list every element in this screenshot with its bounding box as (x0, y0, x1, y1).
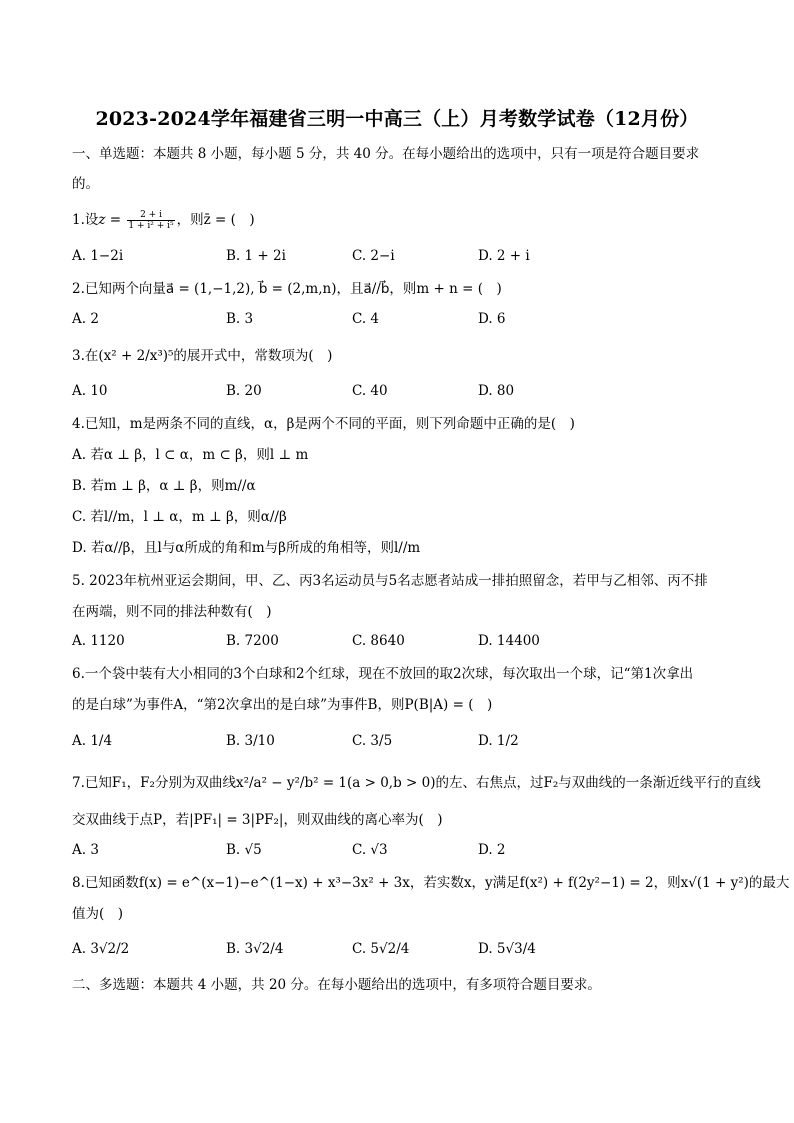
question-6-option-b[interactable]: B. 3/10 (226, 733, 275, 749)
question-4-stem: 4.已知l，m是两条不同的直线，α，β是两个不同的平面，则下列命题中正确的是( ) (72, 416, 575, 432)
question-1-option-b[interactable]: B. 1 + 2i (226, 248, 286, 264)
question-2-option-a[interactable]: A. 2 (72, 311, 99, 327)
question-6-stem-line2: 的是白球”为事件A，“第2次拿出的是白球”为事件B，则P(B|A) = ( ) (72, 697, 493, 713)
question-8-option-d[interactable]: D. 5√3/4 (478, 941, 536, 957)
hyperbola-equation: x²/a² − y²/b² = 1(a > 0,b > 0) (235, 775, 436, 791)
question-2-option-c[interactable]: C. 4 (352, 311, 380, 327)
question-5-options (72, 633, 732, 655)
question-4-option-b[interactable]: B. 若m ⊥ β，α ⊥ β，则m//α (72, 478, 256, 494)
question-7-option-d[interactable]: D. 2 (478, 842, 506, 858)
question-1-numerator: 2 + i (127, 210, 174, 221)
question-1-denominator: 1 + i² + i⁵ (128, 221, 174, 231)
question-1-options (72, 248, 732, 270)
question-5-stem-line2: 在两端，则不同的排法种数有( ) (72, 604, 272, 620)
question-7-stem-line2: 交双曲线于点P，若|PF₁| = 3|PF₂|，则双曲线的离心率为( ) (72, 812, 443, 828)
question-1-option-a[interactable]: A. 1−2i (72, 248, 124, 264)
question-2-stem: 2.已知两个向量a⃗ = (1,−1,2), b⃗ = (2,m,n)，且a⃗//b⃗，则m + n = ( ) (72, 281, 502, 297)
question-7-prefix: 7.已知F₁，F₂分别为双曲线 (72, 775, 236, 791)
question-3-option-d[interactable]: D. 80 (478, 383, 515, 399)
question-5-option-a[interactable]: A. 1120 (72, 633, 125, 649)
question-4-option-d[interactable]: D. 若α//β，且l与α所成的角和m与β所成的角相等，则l//m (72, 540, 421, 556)
question-5-option-c[interactable]: C. 8640 (352, 633, 405, 649)
question-8-stem-line2: 值为( ) (72, 906, 124, 922)
question-6-stem-line1: 6.一个袋中装有大小相同的3个白球和2个红球，现在不放回的取2次球，每次取出一个球，记“第1次拿出 (72, 666, 694, 682)
question-8-option-a[interactable]: A. 3√2/2 (72, 941, 130, 957)
section-1-heading-line2: 的。 (72, 176, 99, 192)
question-8-options (72, 941, 732, 963)
question-1-fraction (127, 210, 174, 231)
question-3-option-b[interactable]: B. 20 (226, 383, 262, 399)
question-7-suffix: 的左、右焦点，过F₂与双曲线的一条渐近线平行的直线 (435, 775, 761, 791)
question-8-option-c[interactable]: C. 5√2/4 (352, 941, 410, 957)
question-1-stem: 1.设z = $\frac{2 + i}{\text{1 + i² + i⁵}}$ ，则z̄ = ( ) (72, 210, 255, 231)
question-6-options (72, 733, 732, 755)
question-7-option-a[interactable]: A. 3 (72, 842, 99, 858)
question-6-option-c[interactable]: C. 3/5 (352, 733, 393, 749)
question-2-option-d[interactable]: D. 6 (478, 311, 506, 327)
question-3-option-a[interactable]: A. 10 (72, 383, 108, 399)
question-1-suffix: ，则z̄ = ( ) (176, 212, 255, 228)
question-6-option-a[interactable]: A. 1/4 (72, 733, 113, 749)
question-4-option-a[interactable]: A. 若α ⊥ β，l ⊂ α，m ⊂ β，则l ⊥ m (72, 447, 309, 463)
question-1-prefix: 1.设 (72, 212, 99, 228)
question-4-option-c[interactable]: C. 若l//m，l ⊥ α，m ⊥ β，则α//β (72, 509, 287, 525)
question-7-option-b[interactable]: B. √5 (226, 842, 262, 858)
question-3-options (72, 383, 732, 405)
section-2-heading: 二、多选题：本题共 4 小题，共 20 分。在每小题给出的选项中，有多项符合题目要求。 (72, 977, 601, 993)
question-3-option-c[interactable]: C. 40 (352, 383, 388, 399)
page-title: 2023-2024学年福建省三明一中高三（上）月考数学试卷（12月份） (95, 108, 699, 130)
question-5-stem-line1: 5. 2023年杭州亚运会期间，甲、乙、丙3名运动员与5名志愿者站成一排拍照留念，若甲与乙相邻、丙不排 (72, 573, 708, 589)
question-8-option-b[interactable]: B. 3√2/4 (226, 941, 284, 957)
question-5-option-b[interactable]: B. 7200 (226, 633, 279, 649)
question-2-option-b[interactable]: B. 3 (226, 311, 254, 327)
question-1-option-d[interactable]: D. 2 + i (478, 248, 530, 264)
question-2-options (72, 311, 732, 333)
question-5-option-d[interactable]: D. 14400 (478, 633, 540, 649)
question-6-option-d[interactable]: D. 1/2 (478, 733, 519, 749)
question-3-stem: 3.在(x² + 2/x³)⁵的展开式中，常数项为( ) (72, 348, 333, 364)
question-1-option-c[interactable]: C. 2−i (352, 248, 395, 264)
question-7-option-c[interactable]: C. √3 (352, 842, 388, 858)
question-7-options (72, 842, 732, 864)
question-7-stem-line1 (72, 773, 761, 793)
question-8-stem-line1: 8.已知函数f(x) = e^(x−1)−e^(1−x) + x³−3x² + 3x，若实数x，y满足f(x²) + f(2y²−1) = 2，则x√(1 + y²)的最大 (72, 875, 790, 891)
section-1-heading-line1: 一、单选题：本题共 8 小题，每小题 5 分，共 40 分。在每小题给出的选项中，只有一项是符合题目要求 (72, 146, 700, 162)
